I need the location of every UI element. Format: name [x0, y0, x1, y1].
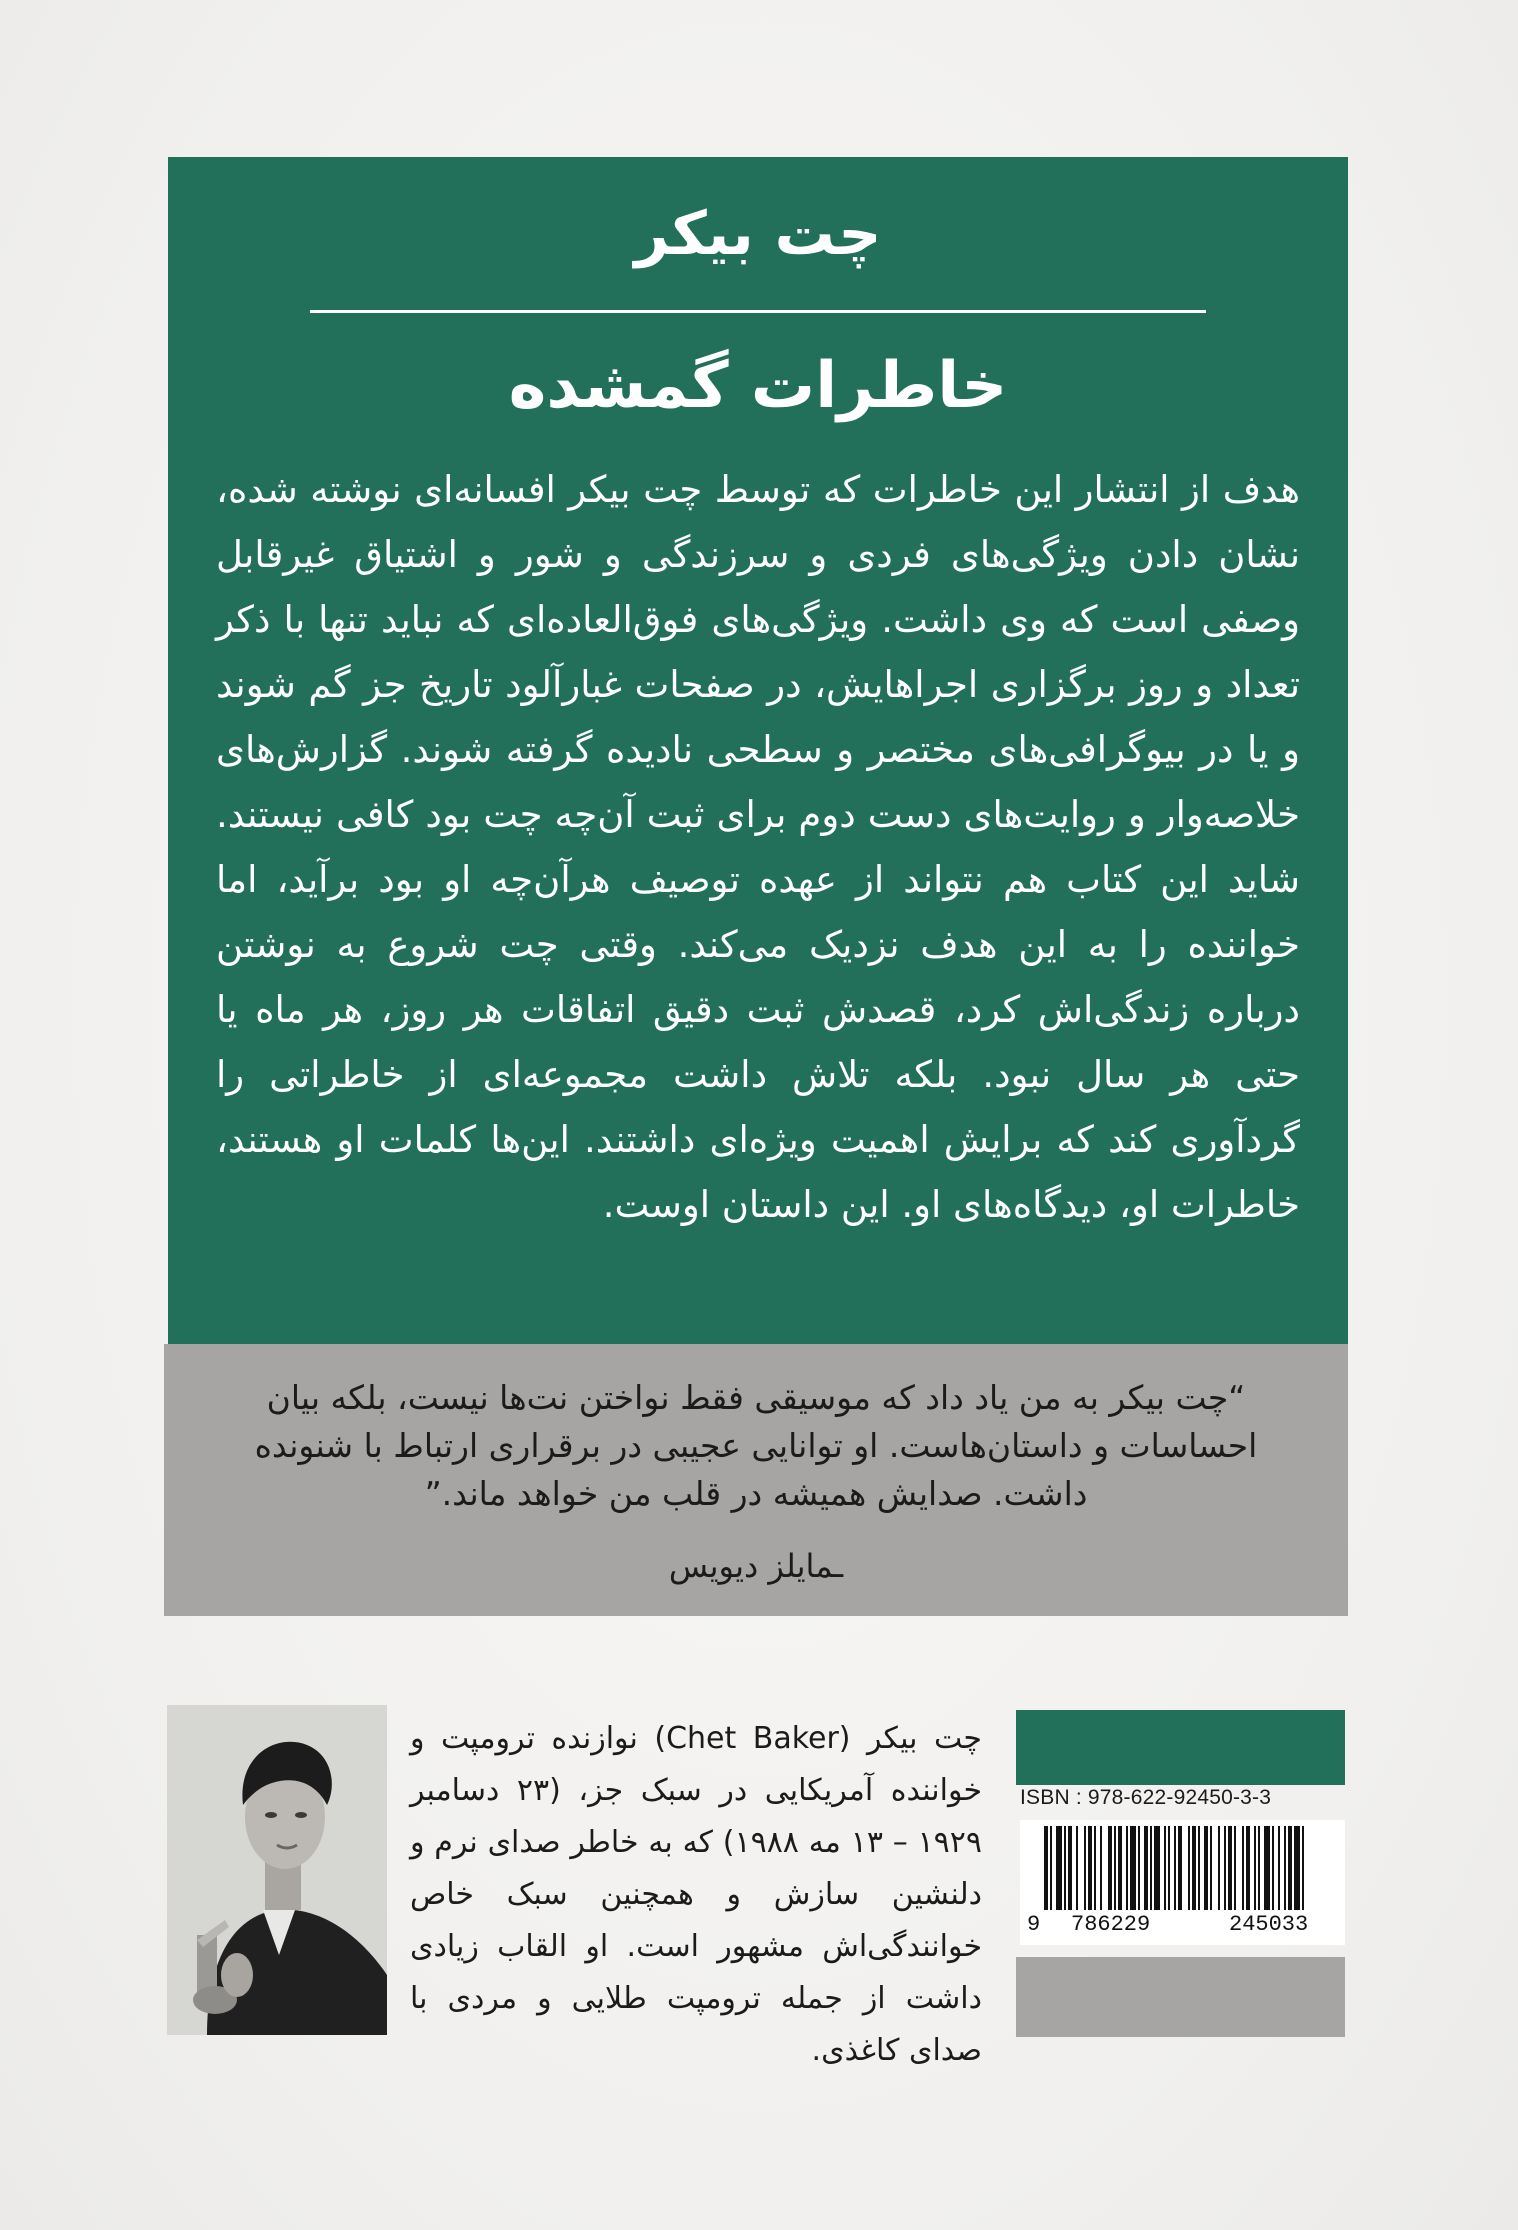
barcode-digits [1025, 1910, 1345, 1942]
barcode-bar [1234, 1826, 1236, 1910]
title-divider [310, 310, 1206, 313]
barcode-bar [1174, 1826, 1176, 1910]
barcode-bar [1284, 1826, 1286, 1910]
color-block-green [1016, 1710, 1345, 1785]
barcode-bar [1198, 1826, 1200, 1910]
synopsis-panel [168, 157, 1348, 1344]
barcode-bar [1288, 1826, 1292, 1910]
quote-author: ـمایلز دیویس [668, 1547, 844, 1585]
barcode-bar [1204, 1826, 1208, 1910]
quote-panel [164, 1344, 1348, 1616]
barcode-bar [1138, 1826, 1140, 1910]
barcode-bar [1210, 1826, 1212, 1910]
barcode-bar [1278, 1826, 1280, 1910]
barcode-bar [1228, 1826, 1232, 1910]
author-bio: چت بیکر (Chet Baker) نوازنده ترومپت و خواننده آمریکایی در سبک جز، (۲۳ دسامبر ۱۹۲۹ – ۱۳ مه ۱۹۸۸) که به خاطر صدای نرم و دلنشین سازش و همچنین سبک خاص خوانندگی‌اش مشهور است. او القاب زیادی داشت از جمله ترومپت طلایی و مردی با صدای کاغذی. [410, 1721, 983, 2068]
barcode-bar [1088, 1826, 1092, 1910]
barcode-bar [1056, 1826, 1062, 1910]
barcode-bar [1192, 1826, 1196, 1910]
barcode-bar [1258, 1826, 1260, 1910]
barcode-bar [1094, 1826, 1096, 1910]
barcode-bar [1118, 1826, 1122, 1910]
barcode-bar [1218, 1826, 1220, 1910]
barcode-bar [1242, 1826, 1244, 1910]
book-title: خاطرات گمشده [508, 349, 1008, 423]
barcode-bar [1294, 1826, 1300, 1910]
isbn-label: ISBN : 978-622-92450-3-3 [1020, 1786, 1272, 1809]
barcode-digit-first: 9 [1027, 1912, 1041, 1937]
quote-text: “چت بیکر به من یاد داد که موسیقی فقط نواختن نت‌ها نیست، بلکه بیان احساسات و داستان‌هاست. او توانایی عجیبی در برقراری ارتباط با شنونده داشت. صدایش همیشه در قلب من خواهد ماند.” [254, 1378, 1258, 1513]
barcode-bar [1164, 1826, 1166, 1910]
barcode-bar [1114, 1826, 1116, 1910]
synopsis-text: هدف از انتشار این خاطرات که توسط چت بیکر افسانه‌ای نوشته شده، نشان دادن ویژگی‌های فردی و سرزندگی و شور و اشتیاق غیرقابل وصفی است که وی داشت. ویژگی‌های فوق‌العاده‌ای که نباید تنها با ذکر تعداد و روز برگزاری اجراهایش، در صفحات غبارآلود تاریخ جز گم شوند و یا در بیوگرافی‌های مختصر و سطحی نادیده گرفته شوند. گزارش‌های خلاصه‌وار و روایت‌های دست دوم برای ثبت آن‌چه چت بود کافی نیستند. شاید این کتاب هم نتواند از عهده توصیف هرآن‌چه او بود برآید، اما خواننده را به این هدف نزدیک می‌کند. وقتی چت شروع به نوشتن درباره زندگی‌اش کرد، قصدش ثبت دقیق اتفاقات هر روز، هر ماه یا حتی هر سال نبود. بلکه تلاش داشت مجموعه‌ای از خاطراتی را گردآوری کند که برایش اهمیت ویژه‌ای داشتند. این‌ها کلمات او هستند، خاطرات او، دیدگاه‌های او. این داستان اوست. [216, 468, 1300, 1226]
barcode-bar [1108, 1826, 1112, 1910]
barcode-bar [1064, 1826, 1066, 1910]
barcode-bar [1264, 1826, 1270, 1910]
color-block-gray [1016, 1957, 1345, 2037]
barcode-bar [1188, 1826, 1190, 1910]
barcode-bar [1144, 1826, 1148, 1910]
barcode-bar [1076, 1826, 1078, 1910]
barcode-bar [1150, 1826, 1152, 1910]
barcode-bar [1224, 1826, 1226, 1910]
barcode-bar [1254, 1826, 1256, 1910]
barcode-bar [1084, 1826, 1086, 1910]
barcode-bar [1246, 1826, 1250, 1910]
author-name: چت بیکر [634, 199, 882, 269]
barcode-bar [1126, 1826, 1128, 1910]
barcode-digits-middle: 786229 [1071, 1912, 1151, 1937]
barcode-digits-last: 245033 [1229, 1912, 1309, 1937]
barcode-bar [1068, 1826, 1072, 1910]
barcode-bar [1168, 1826, 1170, 1910]
author-photo [167, 1705, 387, 2035]
barcode-bar [1130, 1826, 1136, 1910]
barcode-bar [1272, 1826, 1274, 1910]
barcode-bar [1100, 1826, 1102, 1910]
barcode-bar [1154, 1826, 1160, 1910]
